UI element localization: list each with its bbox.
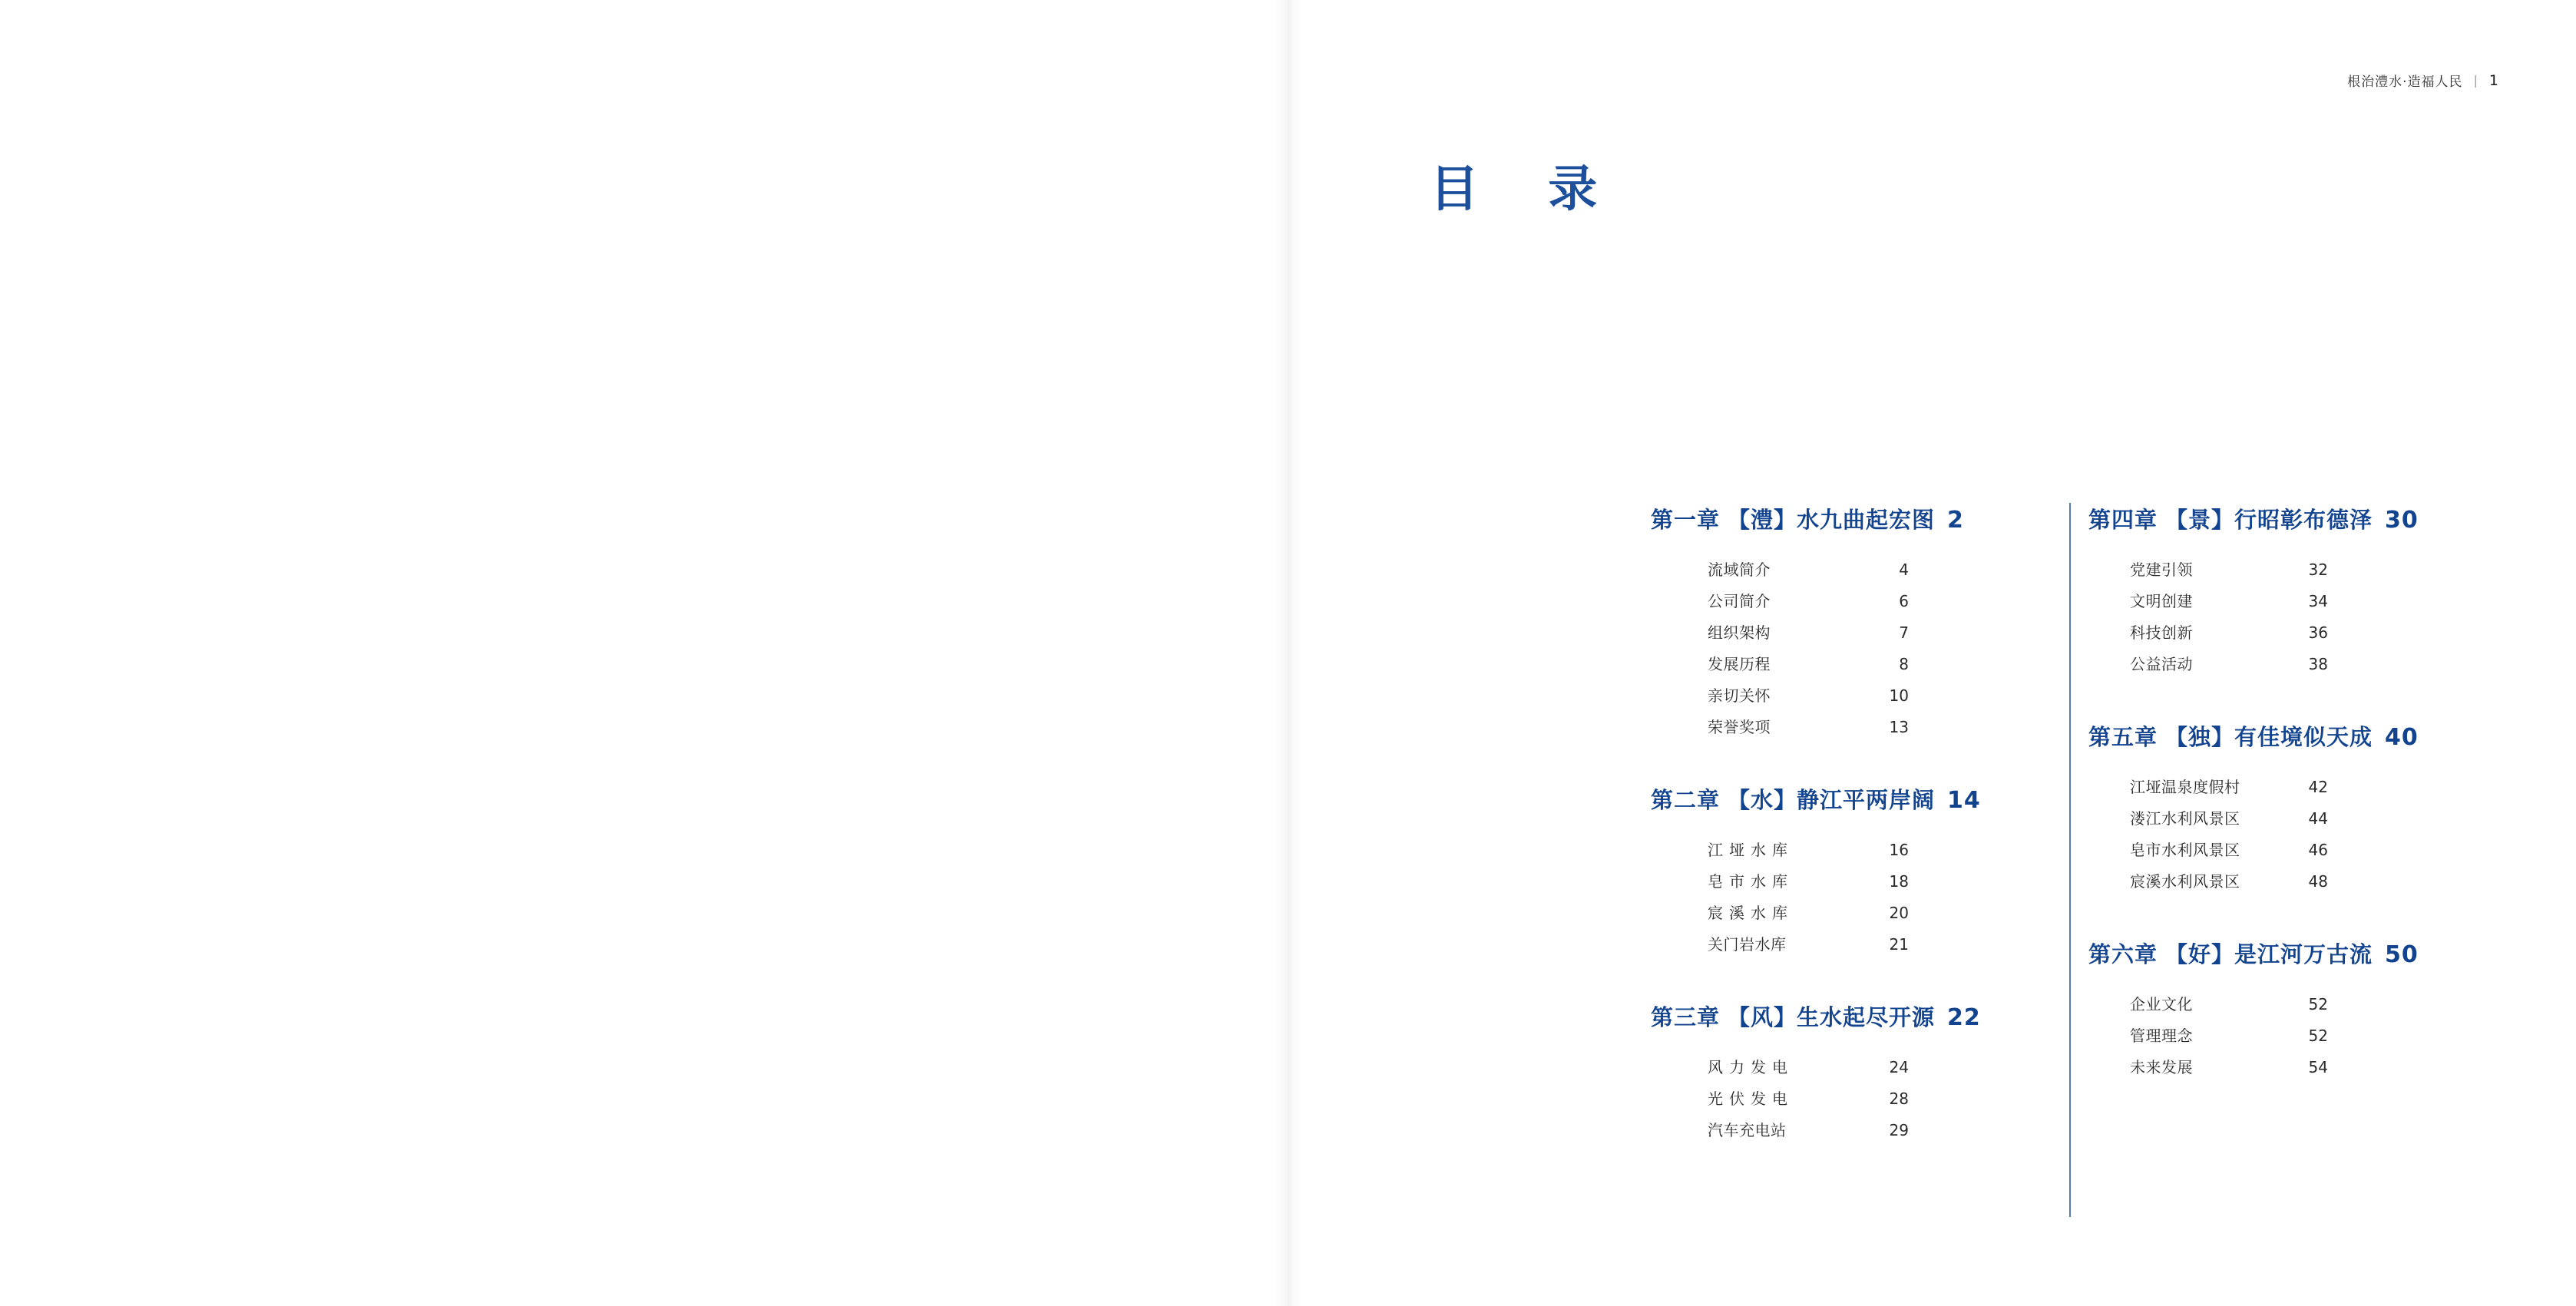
toc-entry-page: 10 [1889, 686, 1909, 705]
toc-entry[interactable] [2130, 803, 2457, 835]
toc-entry-label: 流域简介 [1708, 560, 1771, 579]
chapter-title: 【好】是江河万古流 [2165, 941, 2373, 967]
toc-entry-label: 光伏发电 [1708, 1089, 1794, 1108]
toc-entry-label: 管理理念 [2130, 1027, 2193, 1045]
toc-entry-page: 38 [2308, 655, 2328, 673]
toc-entry-page: 54 [2308, 1058, 2328, 1076]
running-header-page-number: 1 [2488, 71, 2499, 89]
chapter-page: 14 [1947, 787, 1981, 814]
toc-entry-page: 4 [1899, 560, 1909, 579]
toc-entry-page: 48 [2308, 872, 2328, 891]
toc-entry-label: 江垭水库 [1708, 841, 1794, 859]
chapter-heading[interactable] [1651, 783, 2019, 815]
toc-entry[interactable] [2130, 1052, 2457, 1083]
toc-entry-page: 18 [1889, 872, 1909, 891]
chapter-block [1651, 1000, 2019, 1146]
toc-entry-label: 宸溪水库 [1708, 904, 1794, 922]
toc-entry[interactable] [1708, 898, 2019, 929]
toc-entry-page: 44 [2308, 809, 2328, 828]
chapter-block [2088, 937, 2457, 1083]
toc-entry-page: 52 [2308, 995, 2328, 1013]
toc-entry[interactable] [1708, 680, 2019, 712]
toc-entry-label: 汽车充电站 [1708, 1121, 1787, 1139]
chapter-number: 第三章 [1651, 1004, 1721, 1030]
toc-entry-label: 组织架构 [1708, 623, 1771, 642]
chapter-block [1651, 503, 2019, 743]
toc-entry-label: 溇江水利风景区 [2130, 809, 2240, 828]
toc-entry-page: 13 [1889, 718, 1909, 736]
chapter-entries [1708, 554, 2019, 743]
chapter-entries [2130, 772, 2457, 898]
toc-entry[interactable] [2130, 554, 2457, 586]
toc-entry[interactable] [2130, 772, 2457, 803]
toc-entry-page: 6 [1899, 592, 1909, 610]
toc-entry-page: 24 [1889, 1058, 1909, 1076]
toc-entry-page: 29 [1889, 1121, 1909, 1139]
toc-entry[interactable] [1708, 1115, 2019, 1146]
toc-entry-label: 公司简介 [1708, 592, 1771, 610]
chapter-block [2088, 503, 2457, 680]
chapter-number: 第五章 [2088, 724, 2158, 750]
toc-entry[interactable] [2130, 617, 2457, 649]
chapter-entries [1708, 1052, 2019, 1146]
toc-entry[interactable] [2130, 1020, 2457, 1052]
toc-entry[interactable] [1708, 712, 2019, 743]
toc-entry-page: 21 [1889, 935, 1909, 954]
toc-entry[interactable] [2130, 649, 2457, 680]
chapter-number: 第四章 [2088, 507, 2158, 533]
toc-entry-page: 34 [2308, 592, 2328, 610]
toc-entry-page: 32 [2308, 560, 2328, 579]
toc-entry[interactable] [2130, 989, 2457, 1020]
chapter-title: 【景】行昭彰布德泽 [2165, 507, 2373, 533]
toc-entry-page: 28 [1889, 1089, 1909, 1108]
chapter-page: 22 [1947, 1004, 1981, 1031]
toc-entry[interactable] [1708, 835, 2019, 866]
toc-entry[interactable] [1708, 649, 2019, 680]
toc-entry-label: 企业文化 [2130, 995, 2193, 1013]
chapter-number: 第一章 [1651, 507, 1721, 533]
chapter-page: 2 [1947, 507, 1964, 534]
page-spine-shadow [1275, 0, 1302, 1306]
chapter-heading[interactable] [1651, 503, 2019, 534]
toc-entry[interactable] [1708, 554, 2019, 586]
chapter-title: 【风】生水起尽开源 [1728, 1004, 1936, 1030]
chapter-number: 第二章 [1651, 787, 1721, 813]
chapter-page: 40 [2385, 724, 2419, 751]
toc-entry-page: 7 [1899, 623, 1909, 642]
toc-entry-label: 关门岩水库 [1708, 935, 1787, 954]
toc-entry-page: 42 [2308, 778, 2328, 796]
running-header-text: 根治澧水·造福人民 [2347, 74, 2463, 90]
toc-entry-label: 公益活动 [2130, 655, 2193, 673]
toc-column-left [1651, 503, 2042, 1146]
toc-entry-label: 科技创新 [2130, 623, 2193, 642]
toc-entry[interactable] [1708, 929, 2019, 960]
toc-entry-label: 发展历程 [1708, 655, 1771, 673]
toc-entry-label: 风力发电 [1708, 1058, 1794, 1076]
chapter-entries [2130, 554, 2457, 680]
chapter-block [1651, 783, 2019, 960]
toc-entry-label: 皂市水利风景区 [2130, 841, 2240, 859]
toc-entry[interactable] [1708, 1083, 2019, 1115]
toc-entry-label: 党建引领 [2130, 560, 2193, 579]
chapter-entries [1708, 835, 2019, 960]
toc-entry-label: 宸溪水利风景区 [2130, 872, 2240, 891]
toc-entry[interactable] [1708, 1052, 2019, 1083]
chapter-page: 30 [2385, 507, 2419, 534]
toc-entry-page: 46 [2308, 841, 2328, 859]
page-title: 目 录 [1430, 161, 1624, 218]
toc-entry-label: 皂市水库 [1708, 872, 1794, 891]
toc-entry[interactable] [2130, 586, 2457, 617]
toc-entry-page: 20 [1889, 904, 1909, 922]
chapter-entries [2130, 989, 2457, 1083]
running-header-separator: | [2473, 73, 2478, 88]
toc-entry-label: 江垭温泉度假村 [2130, 778, 2240, 796]
chapter-title: 【水】静江平两岸阔 [1728, 787, 1936, 813]
toc-columns [1651, 503, 2503, 1146]
chapter-heading[interactable] [2088, 937, 2457, 969]
chapter-title: 【独】有佳境似天成 [2165, 724, 2373, 750]
toc-entry-page: 52 [2308, 1027, 2328, 1045]
toc-entry-label: 荣誉奖项 [1708, 718, 1771, 736]
chapter-page: 50 [2385, 941, 2419, 968]
toc-entry[interactable] [2130, 866, 2457, 898]
chapter-heading[interactable] [1651, 1000, 2019, 1032]
chapter-heading[interactable] [2088, 720, 2457, 752]
toc-entry[interactable] [1708, 866, 2019, 898]
running-header [2347, 71, 2499, 90]
toc-entry[interactable] [2130, 835, 2457, 866]
toc-entry-page: 8 [1899, 655, 1909, 673]
toc-entry-page: 36 [2308, 623, 2328, 642]
chapter-heading[interactable] [2088, 503, 2457, 534]
toc-entry-label: 亲切关怀 [1708, 686, 1771, 705]
toc-entry-page: 16 [1889, 841, 1909, 859]
toc-entry[interactable] [1708, 617, 2019, 649]
toc-entry-label: 文明创建 [2130, 592, 2193, 610]
chapter-title: 【澧】水九曲起宏图 [1728, 507, 1936, 533]
toc-entry[interactable] [1708, 586, 2019, 617]
toc-column-right [2042, 503, 2457, 1083]
toc-entry-label: 未来发展 [2130, 1058, 2193, 1076]
chapter-number: 第六章 [2088, 941, 2158, 967]
chapter-block [2088, 720, 2457, 898]
